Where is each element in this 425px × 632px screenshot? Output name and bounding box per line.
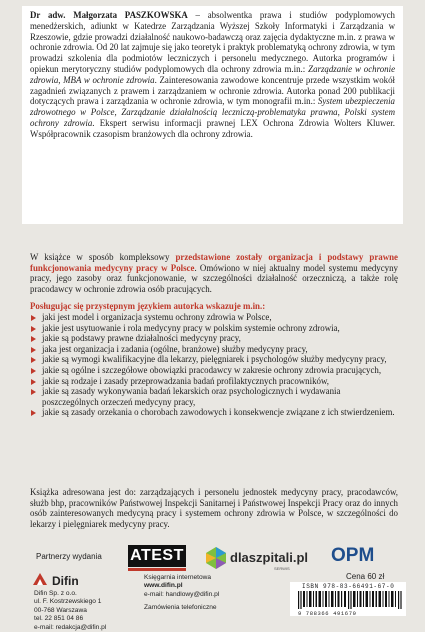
list-item: jakie są rodzaje i zasady przeprowadzania badań profilaktycznych pracowników, [30, 376, 398, 387]
barcode-number: 9 788366 491670 [298, 610, 357, 617]
audience-paragraph: Książka adresowana jest do: zarządzających i personelu jednostek medycyny pracy, pracodawców, służb bhp, pracowników Państwowej Inspekcji Sanitarnej i Państwowej Inspekcji Pracy oraz do innych osób zainteresowanych medycyną pracy i systemem ochrony zdrowia w Polsce, w szczególności do lekarzy i pielęgniarek medycyny pracy. [30, 487, 398, 529]
online-shop-info: Księgarnia internetowa www.difin.pl e-mail: handlowy@difin.pl [144, 574, 220, 598]
isbn-text: ISBN 978-83-66491-67-0 [302, 583, 395, 590]
opm-logo: OPM [331, 545, 375, 566]
bullet-arrow-icon [31, 326, 36, 332]
dlaszpitali-icon [204, 546, 228, 570]
atest-logo-underline [128, 568, 186, 571]
list-item: jaka jest organizacja i zadania (ogólne, branżowe) służby medycyny pracy, [30, 344, 398, 355]
author-name: Dr adw. Małgorzata PASZKOWSKA [30, 10, 188, 20]
bullet-arrow-icon [31, 315, 36, 321]
list-item: jakie są zasady orzekania o chorobach zawodowych i konsekwencje związane z ich stwierdzeniem. [30, 407, 398, 418]
bullet-arrow-icon [31, 410, 36, 416]
description-highlight: przedstawione zostały organizacja i podstawy prawne funkcjonowania medycyny pracy w Polsce [30, 252, 398, 273]
list-item: jakie jest usytuowanie i rola medycyny pracy w polskim systemie ochrony zdrowia, [30, 323, 398, 334]
topics-list [30, 312, 398, 418]
shop-url: www.difin.pl [144, 582, 183, 590]
atest-logo: ATEST [128, 545, 186, 567]
list-item: jaki jest model i organizacja systemu ochrony zdrowia w Polsce, [30, 312, 398, 323]
list-item: jakie są zasady wykonywania badań lekarskich oraz psychologicznych i wydawania poszczególnych orzeczeń medycyny pracy, [30, 386, 398, 407]
book-description: W książce w sposób kompleksowy przedstawione zostały organizacja i podstawy prawne funkcjonowania medycyny pracy w Polsce. Omówiono w niej aktualny model systemu medycyny pracy, jego zasoby oraz funkcjonowanie, w szczególności działalność orzeczniczą, a także rolę pracodawcy w ochronie zdrowia osób pracujących. [30, 252, 398, 294]
phone-orders-info: Zamówienia telefoniczne [144, 604, 217, 611]
bullet-arrow-icon [31, 357, 36, 363]
bullet-arrow-icon [31, 379, 36, 385]
difin-logo-icon [32, 572, 48, 586]
list-heading: Posługując się przystępnym językiem autorka wskazuje m.in.: [30, 301, 266, 311]
bullet-arrow-icon [31, 368, 36, 374]
price-label: Cena 60 zł [346, 572, 385, 581]
barcode [298, 591, 404, 609]
bullet-arrow-icon [31, 347, 36, 353]
author-bio-box: Dr adw. Małgorzata PASZKOWSKA – absolwentka prawa i studiów podyplomowych menedżerskich, adiunkt w Katedrze Zarządzania Wyższej Szkoły Informatyki i Zarządzania w Rzeszowie, gdzie prowadzi działalność naukowo-badawczą oraz zajęcia dydaktyczne m.in. z prawa w ochronie zdrowia. Od 20 lat zajmuje się jako teoretyk i praktyk problematyką ochrony zdrowia, w tym prowadzi szkolenia dla podmiotów leczniczych i personelu medycznego. Autorka programów i opiekun merytoryczny studiów podyplomowych dla ochrony zdrowia m.in.: Zarządzanie w ochronie zdrowia, MBA w ochronie zdrowia. Zainteresowania zawodowe koncentruje przede wszystkim wokół zagadnień związanych z prawem i zarządzaniem w ochronie zdrowia. Autorka ponad 200 publikacji dotyczących prawa i zarządzania w ochronie zdrowia, w tym monografii m.in.: System ubezpieczenia zdrowotnego w Polsce, Zarządzanie działalnością leczniczą-problematyka prawna, Polski system ochrony zdrowia. Ekspert serwisu informacji prawnej LEX Ochrona Zdrowia Wolters Kluwer. Współpracownik czasopism branżowych dla ochrony zdrowia. [22, 6, 403, 224]
list-item: jakie są wymogi kwalifikacyjne dla lekarzy, pielęgniarek i psychologów służby medycyny pracy, [30, 354, 398, 365]
dlaszpitali-logo: dlaszpitali.pl SERWIS [204, 546, 314, 572]
bullet-arrow-icon [31, 336, 36, 342]
list-item: jakie są ogólne i szczegółowe obowiązki pracodawcy w zakresie ochrony zdrowia pracujących, [30, 365, 398, 376]
partners-label: Partnerzy wydania [36, 552, 102, 561]
bullet-arrow-icon [31, 389, 36, 395]
publisher-logo-text: Difin [52, 574, 79, 588]
publisher-address: Difin Sp. z o.o. ul. F. Kostrzewskiego 1 00-768 Warszawa tel. 22 851 04 86 e-mail: redakcja@difin.pl [34, 590, 107, 631]
list-item: jakie są podstawy prawne działalności medycyny pracy, [30, 333, 398, 344]
